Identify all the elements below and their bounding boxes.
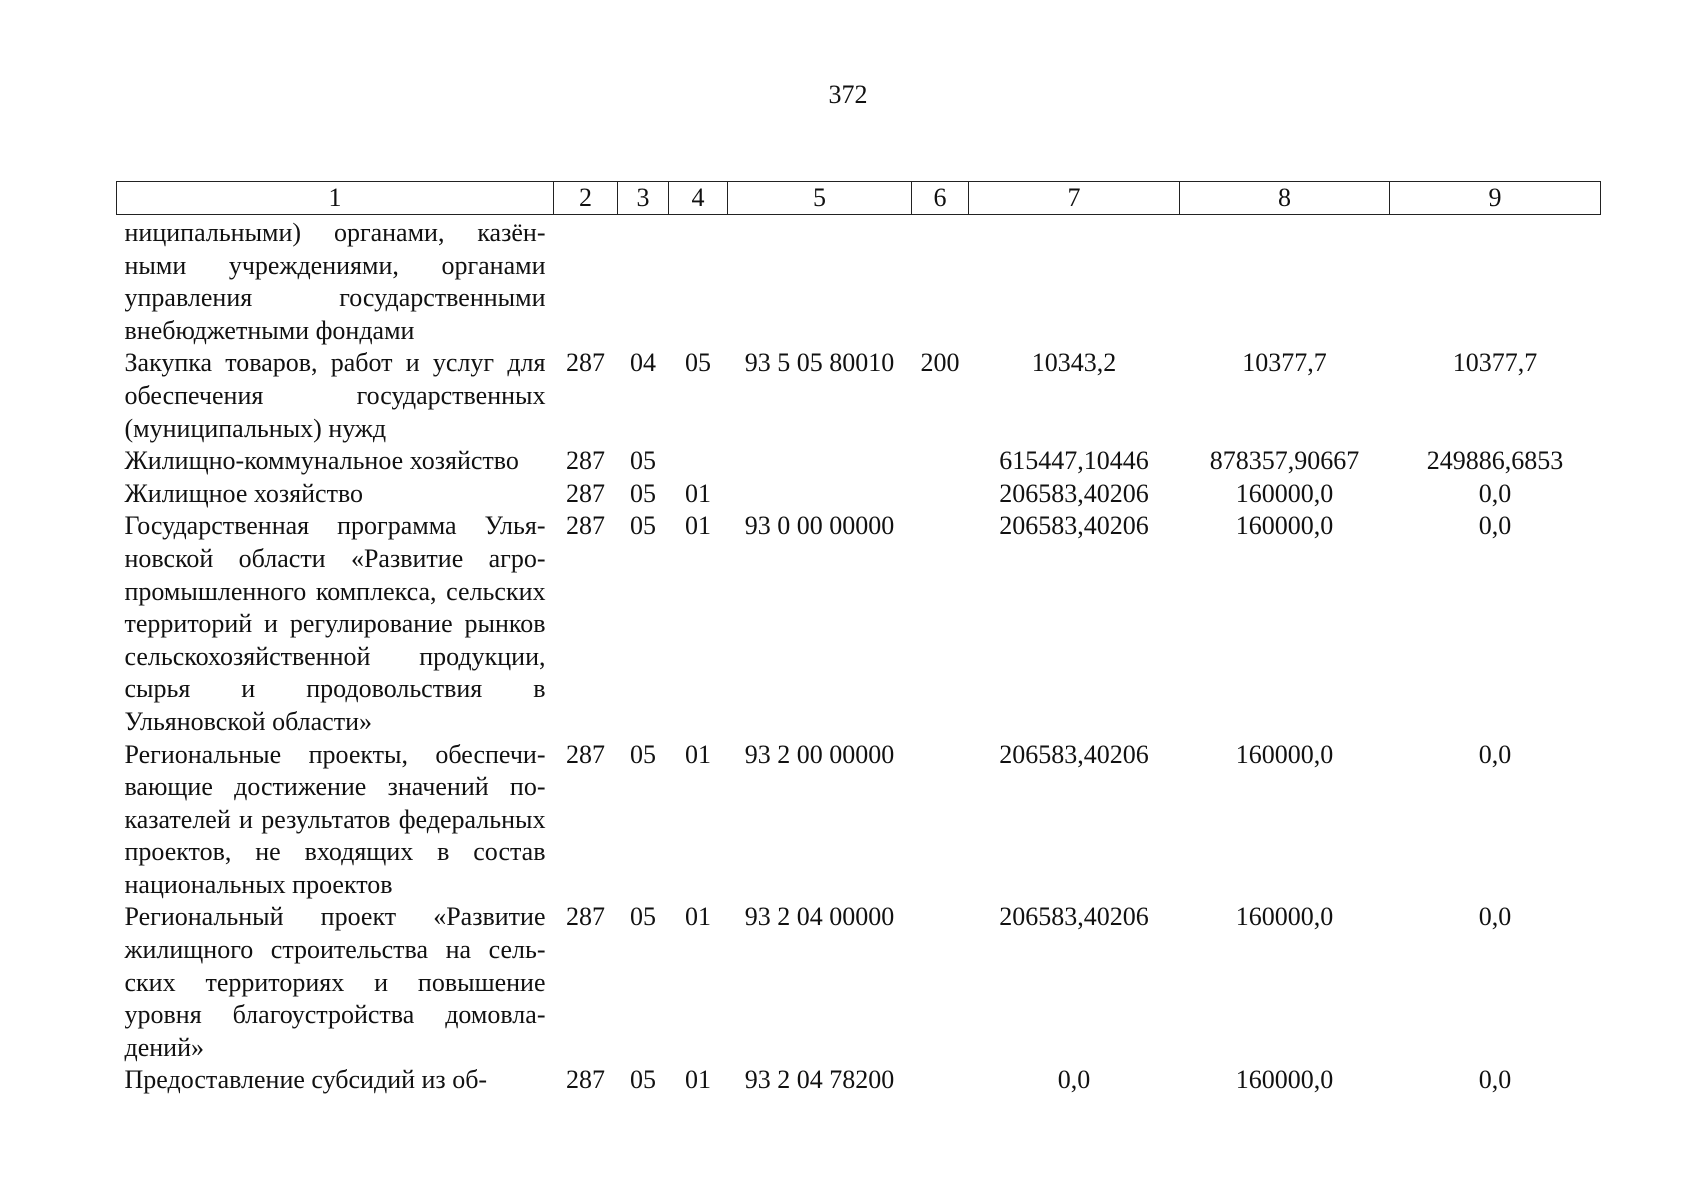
cell-c7: 206583,40206 <box>999 511 1149 541</box>
column-header-7: 7 <box>969 182 1180 215</box>
cell-c4: 01 <box>685 511 711 541</box>
cell-c3 <box>618 215 669 348</box>
cell-c3: 05 <box>630 446 656 476</box>
cell-c9: 10377,7 <box>1452 348 1538 378</box>
cell-c6 <box>912 901 969 1064</box>
cell-c8: 160000,0 <box>1235 902 1334 932</box>
cell-c2: 287 <box>566 1065 605 1095</box>
row-name: Жилищно-коммунальное хозяйство <box>124 446 519 476</box>
cell-c6 <box>912 1064 969 1097</box>
cell-c9: 0,0 <box>1478 902 1512 932</box>
column-header-5: 5 <box>728 182 912 215</box>
cell-c2: 287 <box>566 511 605 541</box>
cell-c8: 160000,0 <box>1235 739 1334 769</box>
column-header-3: 3 <box>618 182 669 215</box>
cell-c4: 01 <box>685 739 711 769</box>
cell-c7 <box>969 215 1180 348</box>
cell-c3: 05 <box>630 902 656 932</box>
cell-c8: 160000,0 <box>1235 1065 1334 1095</box>
cell-c3: 05 <box>630 1065 656 1095</box>
cell-c5: 93 0 00 00000 <box>744 511 895 541</box>
cell-c5 <box>728 445 912 478</box>
cell-c2: 287 <box>566 902 605 932</box>
cell-c7: 206583,40206 <box>999 478 1149 508</box>
column-header-1: 1 <box>117 182 554 215</box>
cell-c6: 200 <box>920 348 960 378</box>
cell-c8: 878357,90667 <box>1209 446 1360 476</box>
cell-c8: 160000,0 <box>1235 478 1334 508</box>
cell-c4: 01 <box>685 1065 711 1095</box>
cell-c2: 287 <box>566 478 605 508</box>
table-row <box>117 739 1601 902</box>
table-row <box>117 901 1601 1064</box>
cell-c5: 93 2 04 00000 <box>744 902 895 932</box>
cell-c5 <box>728 478 912 511</box>
budget-table <box>116 181 1601 1097</box>
table-row <box>117 478 1601 511</box>
table-row <box>117 510 1601 738</box>
cell-c3: 05 <box>630 739 656 769</box>
cell-c4 <box>669 215 728 348</box>
cell-c4: 01 <box>685 902 711 932</box>
column-header-6: 6 <box>912 182 969 215</box>
cell-c6 <box>912 478 969 511</box>
column-header-8: 8 <box>1180 182 1390 215</box>
cell-c7: 0,0 <box>1057 1065 1091 1095</box>
table-header-row <box>117 182 1601 215</box>
row-name: Жилищное хозяйство <box>124 478 364 508</box>
cell-c9: 249886,6853 <box>1426 446 1564 476</box>
cell-c6 <box>912 445 969 478</box>
cell-c9: 0,0 <box>1478 739 1512 769</box>
row-name: Государственная программа Ульяновской области «Развитие агропромышленного комплекса, сельских территорий и регулирование рынков сельскохозяйственной продукции, сырья и продовольствия в Ульяновской области» <box>124 511 546 736</box>
page-number: 372 <box>828 80 868 109</box>
column-header-9: 9 <box>1390 182 1601 215</box>
cell-c5: 93 2 00 00000 <box>744 739 895 769</box>
cell-c3: 05 <box>630 478 656 508</box>
row-name: ниципальными) органами, казёнными учреждениями, органами управления государственными внебюджетными фондами <box>124 218 546 345</box>
table-row <box>117 347 1601 445</box>
cell-c2 <box>554 215 618 348</box>
cell-c6 <box>912 510 969 738</box>
cell-c8 <box>1180 215 1390 348</box>
cell-c9: 0,0 <box>1478 1065 1512 1095</box>
cell-c4: 05 <box>685 348 711 378</box>
table-row <box>117 445 1601 478</box>
cell-c5: 93 2 04 78200 <box>744 1065 895 1095</box>
cell-c7: 206583,40206 <box>999 902 1149 932</box>
row-name: Предоставление субсидий из об- <box>124 1065 488 1095</box>
row-name: Закупка товаров, работ и услуг для обеспечения государственных (муниципальных) нужд <box>124 348 546 443</box>
cell-c7: 10343,2 <box>1031 348 1117 378</box>
column-header-2: 2 <box>554 182 618 215</box>
cell-c7: 615447,10446 <box>999 446 1149 476</box>
row-name: Региональный проект «Развитие жилищного строительства на сельских территориях и повышение уровня благоустройства домовладений» <box>124 902 546 1062</box>
cell-c8: 160000,0 <box>1235 511 1334 541</box>
cell-c4 <box>669 445 728 478</box>
cell-c3: 05 <box>630 511 656 541</box>
cell-c9: 0,0 <box>1478 511 1512 541</box>
row-name: Региональные проекты, обеспечивающие достижение значений показателей и результатов федеральных проектов, не входящих в состав национальных проектов <box>124 739 546 899</box>
cell-c2: 287 <box>566 739 605 769</box>
cell-c5 <box>728 215 912 348</box>
cell-c3: 04 <box>630 348 656 378</box>
cell-c7: 206583,40206 <box>999 739 1149 769</box>
table-row <box>117 215 1601 348</box>
cell-c2: 287 <box>566 446 605 476</box>
table-row <box>117 1064 1601 1097</box>
cell-c4: 01 <box>685 478 711 508</box>
cell-c2: 287 <box>566 348 605 378</box>
cell-c9 <box>1390 215 1601 348</box>
cell-c6 <box>912 739 969 902</box>
cell-c5: 93 5 05 80010 <box>744 348 895 378</box>
column-header-4: 4 <box>669 182 728 215</box>
cell-c9: 0,0 <box>1478 478 1512 508</box>
cell-c6 <box>912 215 969 348</box>
cell-c8: 10377,7 <box>1242 348 1327 378</box>
